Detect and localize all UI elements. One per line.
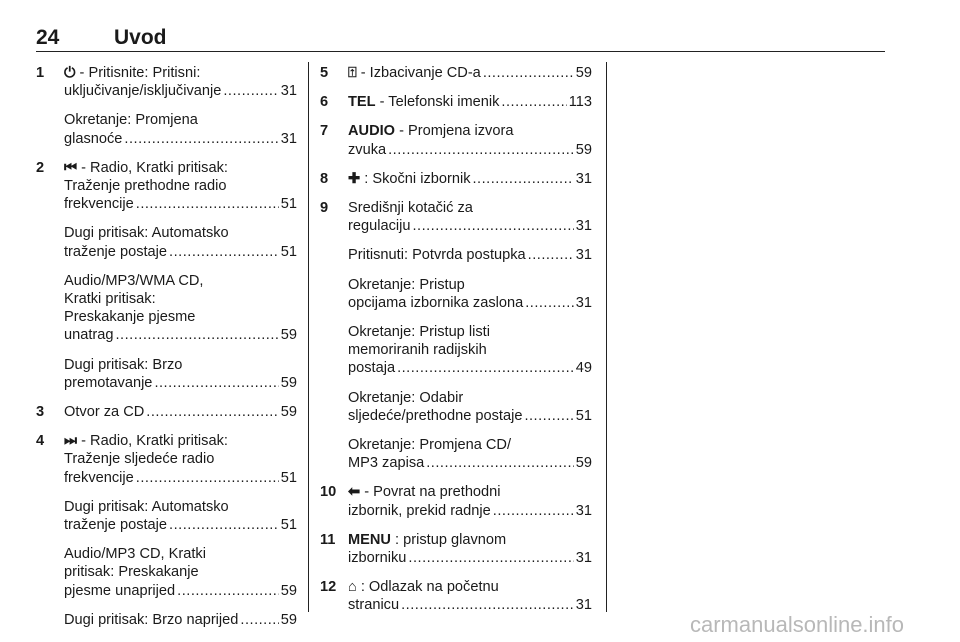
entry-number: 9 [320,200,329,217]
description-line: traženje postaje [64,243,168,260]
description-line: izborniku [348,550,407,567]
page-reference: 59 [280,611,297,628]
plus-icon: ✚ [348,170,361,187]
first-line [348,64,481,82]
legend-entry [320,122,592,158]
previous-track-icon: ⏮ [64,159,78,176]
header-rule [36,51,885,52]
entry-number: 10 [320,484,337,501]
description-line: Kratki pritisak: [64,291,156,308]
back-arrow-icon: ⬅ [348,484,361,501]
toc-line [348,294,592,312]
description-line: - Telefonski imenik [379,94,500,111]
legend-entry [36,64,297,148]
entry-number: 1 [36,65,45,81]
description-line: Audio/MP3/WMA CD, [64,272,204,289]
page-reference: 51 [280,243,297,260]
eject-icon: ⍐ [348,65,357,81]
leader-dots [388,141,574,159]
description-line: pjesme unaprijed [64,582,176,599]
legend-entry [320,531,592,567]
description-line: frekvencije [64,469,134,486]
page-reference: 59 [575,455,592,472]
description-line: - Izbacivanje CD-a [360,65,481,81]
entry-number: 4 [36,433,45,450]
legend-entry [36,403,297,421]
toc-line [64,611,297,629]
description-line: - Pritisnite: Pritisni: [79,65,201,81]
description-line: memoriranih radijskih [348,342,487,359]
entry-description [348,199,592,235]
entry-number: 5 [320,65,329,81]
column-divider-left [308,62,309,612]
entry-description [348,246,592,264]
description-line: uključivanje/isključivanje [64,83,222,100]
entry-description [64,111,297,147]
leader-dots [412,217,573,235]
page-reference: 51 [280,517,297,534]
legend-entry [320,199,592,472]
description-line: Okretanje: Odabir [348,389,464,406]
description-line: : pristup glavnom [395,531,507,548]
entry-description [64,272,297,345]
leader-dots [124,130,278,148]
first-line [348,578,592,596]
first-line [348,122,592,140]
description-line: Središnji kotačić za [348,200,473,217]
leader-dots [154,374,278,392]
page-number: 24 [36,26,60,49]
leader-dots [397,359,574,377]
leader-dots [136,195,279,213]
toc-line [64,326,297,344]
toc-line [348,246,592,264]
description-line: Pritisnuti: Potvrda postupka [348,247,526,264]
first-line [64,159,297,177]
entry-description [348,93,592,111]
page-reference: 49 [575,360,592,377]
entry-description [348,323,592,378]
entry-description [348,122,592,158]
page-reference: 31 [575,294,592,311]
leader-dots [528,246,574,264]
toc-line [348,359,592,377]
description-line: : Skočni izbornik [364,170,471,187]
legend-entry [320,483,592,519]
leader-dots [483,64,574,82]
legend-entry [36,159,297,392]
leader-dots [177,582,279,600]
page-title: Uvod [114,26,167,49]
description-line: - Promjena izvora [399,123,514,140]
page-reference: 51 [280,196,297,213]
entry-number: 11 [320,531,336,548]
leader-dots [146,403,278,421]
page-reference: 31 [280,130,297,147]
page-header [36,26,886,50]
description-line: Dugi pritisak: Brzo [64,356,183,373]
entry-description [348,170,592,188]
first-line [348,170,471,188]
first-line [64,64,297,82]
entry-number: 8 [320,170,329,187]
description-line: Okretanje: Pristup [348,276,465,293]
page-reference: 51 [575,407,592,424]
toc-line [348,93,592,111]
page-reference: 59 [280,582,297,599]
description-line: - Radio, Kratki pritisak: [81,433,228,450]
description-line: Dugi pritisak: Automatsko [64,498,229,515]
leader-dots [426,454,574,472]
page-reference: 59 [575,141,592,158]
page-reference: 31 [575,218,592,235]
description-line: traženje postaje [64,517,168,534]
entry-description [64,224,297,260]
first-line [64,432,297,450]
left-column [36,64,297,640]
leader-dots [169,243,279,261]
leader-dots [525,294,574,312]
toc-line [64,582,297,600]
description-line: opcijama izbornika zaslona [348,294,524,311]
toc-line [64,469,297,487]
entry-description [348,389,592,425]
watermark: carmanualsonline.info [690,612,905,637]
description-line: pritisak: Preskakanje [64,564,199,581]
toc-line [348,141,592,159]
toc-line [348,502,592,520]
page-reference: 59 [280,327,297,344]
page-reference: 31 [575,247,592,264]
leader-dots [169,516,279,534]
entry-description [348,276,592,312]
entry-description [64,159,297,214]
toc-line [64,82,297,100]
toc-line [64,243,297,261]
entry-number: 3 [36,404,45,421]
description-line: regulaciju [348,218,411,235]
home-icon: ⌂ [348,579,357,596]
page-reference: 59 [280,374,297,391]
description-line: sljedeće/prethodne postaje [348,407,523,424]
description-line: - Povrat na prethodni [364,484,501,501]
page-reference: 113 [568,94,592,111]
control-keyword: TEL [348,94,376,111]
toc-line [348,454,592,472]
legend-entry [320,93,592,111]
leader-dots [136,469,279,487]
entry-description [348,64,592,82]
toc-line [64,195,297,213]
entry-description [64,64,297,100]
description-line: premotavanje [64,374,153,391]
toc-line [348,549,592,567]
description-line: Okretanje: Promjena [64,112,198,129]
toc-line [64,516,297,534]
page-reference: 59 [280,404,297,421]
leader-dots [473,170,574,188]
next-track-icon: ⏭ [64,433,78,450]
leader-dots [401,596,574,614]
description-line: Preskakanje pjesme [64,309,196,326]
leader-dots [116,326,279,344]
entry-description [64,545,297,600]
entry-number: 7 [320,123,329,140]
control-keyword: MENU [348,531,391,548]
legend-entry [320,170,592,188]
description-line: unatrag [64,327,114,344]
legend-entry [320,64,592,82]
leader-dots [408,549,573,567]
leader-dots [501,93,566,111]
entry-number: 6 [320,94,329,111]
description-line: Okretanje: Promjena CD/ [348,437,512,454]
control-keyword: AUDIO [348,123,396,140]
toc-line [348,64,592,82]
toc-line [64,130,297,148]
description-line: Traženje sljedeće radio [64,451,215,468]
description-line: : Odlazak na početnu [360,579,499,596]
page-reference: 59 [575,65,592,81]
toc-line [348,217,592,235]
page-reference: 31 [575,502,592,519]
leader-dots [493,502,574,520]
description-line: Okretanje: Pristup listi [348,324,490,341]
description-line: stranicu [348,597,400,614]
description-line: izbornik, prekid radnje [348,502,491,519]
description-line: postaja [348,360,396,377]
entry-description [348,578,592,614]
description-line: - Radio, Kratki pritisak: [81,159,228,176]
entry-description [348,531,592,567]
right-column [320,64,592,626]
first-line [348,93,499,111]
description-line: Audio/MP3 CD, Kratki [64,546,206,563]
entry-description [64,611,297,629]
description-line: Otvor za CD [64,404,145,421]
page-reference: 31 [280,83,297,100]
page-reference: 31 [575,170,592,187]
page-reference: 31 [575,550,592,567]
entry-description [64,356,297,392]
description-line: zvuka [348,141,387,158]
page-reference: 51 [280,469,297,486]
entry-number: 2 [36,159,45,176]
toc-line [348,170,592,188]
leader-dots [524,407,573,425]
column-divider-right [606,62,607,612]
legend-entry [36,432,297,629]
toc-line [64,374,297,392]
entry-description [64,432,297,487]
description-line: frekvencije [64,196,134,213]
entry-description [64,498,297,534]
entry-description [348,483,592,519]
leader-dots [240,611,278,629]
description-line: Dugi pritisak: Automatsko [64,225,229,242]
toc-line [348,407,592,425]
toc-line [64,403,297,421]
description-line: glasnoće [64,130,123,147]
power-icon: ⏻ [64,65,76,81]
description-line: Traženje prethodne radio [64,178,227,195]
leader-dots [223,82,278,100]
description-line: Dugi pritisak: Brzo naprijed [64,611,239,628]
entry-number: 12 [320,579,337,596]
entry-description [64,403,297,421]
toc-line [348,596,592,614]
legend-entry [320,578,592,614]
page-reference: 31 [575,597,592,614]
first-line [348,531,592,549]
first-line [348,483,592,501]
entry-description [348,436,592,472]
description-line: MP3 zapisa [348,455,425,472]
